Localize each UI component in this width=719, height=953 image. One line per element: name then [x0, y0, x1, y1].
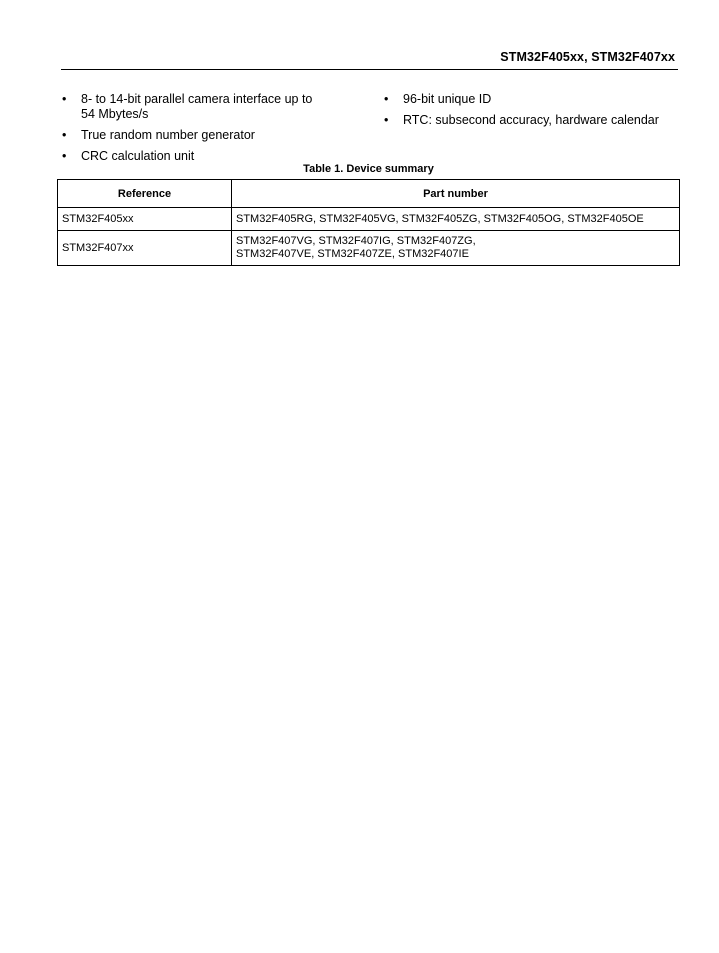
column-header-reference: Reference [58, 180, 232, 208]
list-item [383, 92, 693, 107]
bullet-icon: • [384, 92, 389, 106]
part-number-cell: STM32F407VG, STM32F407IG, STM32F407ZG, STM32F407VE, STM32F407ZE, STM32F407IE [232, 231, 680, 266]
feature-list-left [61, 92, 346, 170]
list-item-text: CRC calculation unit [81, 149, 195, 163]
list-item-text: RTC: subsecond accuracy, hardware calendar [403, 113, 659, 127]
list-item [61, 128, 346, 143]
list-item [61, 149, 346, 164]
table-caption: Table 1. Device summary [303, 163, 434, 175]
bullet-icon: • [62, 92, 67, 106]
part-number-cell: STM32F405RG, STM32F405VG, STM32F405ZG, STM32F405OG, STM32F405OE [232, 208, 680, 231]
feature-list-right [383, 92, 693, 134]
column-header-part-number: Part number [232, 180, 680, 208]
device-summary-table [57, 179, 680, 266]
list-item-text: 96-bit unique ID [403, 92, 492, 106]
list-item [383, 113, 693, 128]
bullet-icon: • [384, 113, 389, 127]
list-item-text: 8- to 14-bit parallel camera interface up to 54 Mbytes/s [81, 92, 313, 121]
bullet-icon: • [62, 149, 67, 163]
reference-cell: STM32F407xx [58, 231, 232, 266]
table-row [58, 208, 680, 231]
list-item-text: True random number generator [81, 128, 255, 142]
table-header-row [58, 180, 680, 208]
list-item [61, 92, 346, 122]
header-divider [61, 69, 678, 70]
table-row [58, 231, 680, 266]
bullet-icon: • [62, 128, 67, 142]
page-header-title: STM32F405xx, STM32F407xx [500, 50, 675, 64]
reference-cell: STM32F405xx [58, 208, 232, 231]
